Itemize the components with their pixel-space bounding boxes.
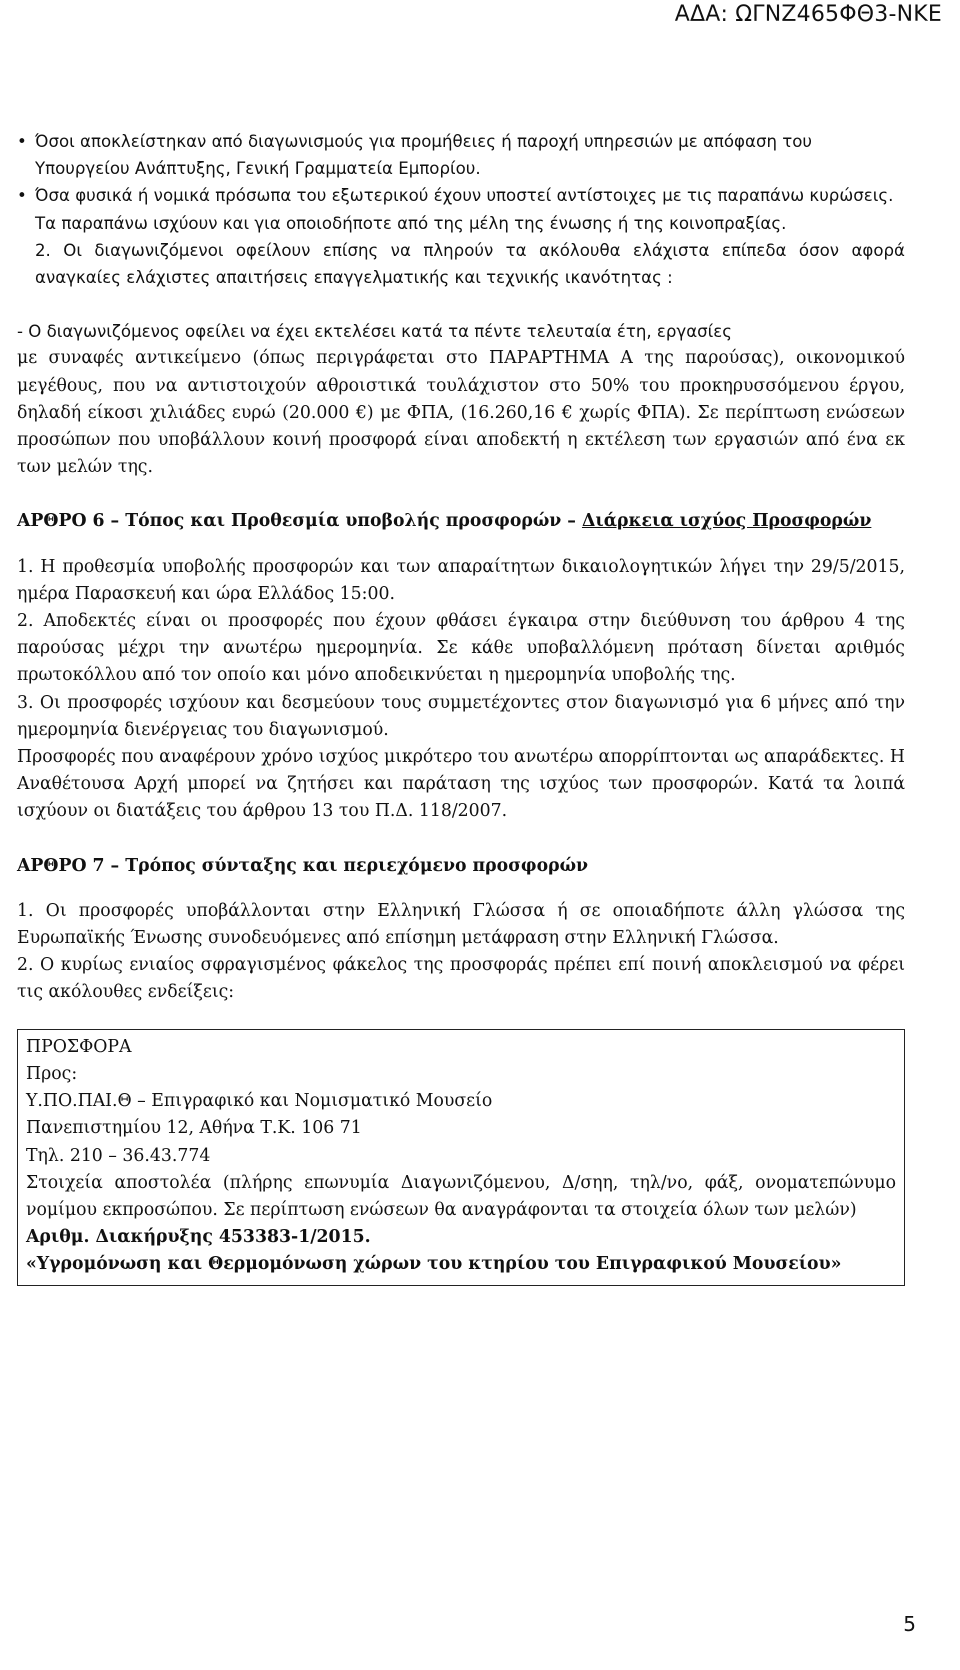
page-number: 5: [903, 1612, 916, 1636]
article6-paragraph-2: 2. Αποδεκτές είναι οι προσφορές που έχουν φθάσει έγκαιρα στην διεύθυνση του άρθρου 4 της παρούσας μέχρι την ανωτέρω ημερομηνία. Σε κάθε υποβαλλόμενη πρόταση δίνεται αριθμός πρωτοκόλλου από τον οποίο και μόνο αποδεικνύεται η ημερομηνία υποβολής της.: [17, 611, 905, 686]
envelope-box: [17, 1029, 905, 1286]
article6-paragraph-4: Προσφορές που αναφέρουν χρόνο ισχύος μικρότερο του ανωτέρω απορρίπτονται ως απαράδεκτες. Η Αναθέτουσα Αρχή μπορεί να ζητήσει και παράταση της ισχύος των προσφορών. Κατά τα λοιπά ισχύουν οι διατάξεις του άρθρου 13 του Π.Δ. 118/2007.: [17, 747, 905, 822]
envelope-line: Αριθμ. Διακήρυξης 453383-1/2015.: [26, 1227, 371, 1248]
envelope-line: Πανεπιστημίου 12, Αθήνα Τ.Κ. 106 71: [26, 1118, 362, 1139]
envelope-line: Προς:: [26, 1063, 78, 1084]
envelope-line: ΠΡΟΣΦΟΡΑ: [26, 1036, 132, 1057]
item2-detail: με συναφές αντικείμενο (όπως περιγράφεται στο ΠΑΡΑΡΤΗΜΑ Α της παρούσας), οικονομικού μεγέθους, που να αντιστοιχούν αθροιστικά τουλάχιστον στο 50% του προκηρυσσόμενου έργου, δηλαδή είκοσι χιλιάδες ευρώ (20.000 €) με ΦΠΑ, (16.260,16 € χωρίς ΦΠΑ). Σε περίπτωση ενώσεων προσώπων που υποβάλλουν κοινή προσφορά είναι αποδεκτή η εκτέλεση των εργασιών από ένα εκ των μελών της.: [17, 348, 905, 478]
exclusion-list: [17, 128, 905, 291]
envelope-line: Τηλ. 210 – 36.43.774: [26, 1145, 211, 1166]
list-item: • Όσοι αποκλείστηκαν από διαγωνισμούς για προμήθειες ή παροχή υπηρεσιών με απόφαση του Υπουργείου Ανάπτυξης, Γενική Γραμματεία Εμπορίου.: [17, 128, 905, 182]
article6-paragraph-3: 3. Οι προσφορές ισχύουν και δεσμεύουν τους συμμετέχοντες στον διαγωνισμό για 6 μήνες από την ημερομηνία διενέργειας του διαγωνισμού.: [17, 692, 905, 740]
item2-detail-first-line: - Ο διαγωνιζόμενος οφείλει να έχει εκτελέσει κατά τα πέντε τελευταία έτη, εργασίες: [17, 322, 732, 342]
article6-title: ΑΡΘΡΟ 6 – Τόπος και Προθεσμία υποβολής προσφορών – Διάρκεια ισχύος Προσφορών: [17, 511, 872, 532]
envelope-line: «Υγρομόνωση και Θερμομόνωση χώρων του κτηρίου του Επιγραφικού Μουσείου»: [26, 1254, 842, 1275]
article7-paragraph-1: 1. Οι προσφορές υποβάλλονται στην Ελληνική Γλώσσα ή σε οποιαδήποτε άλλη γλώσσα της Ευρωπαϊκής Ένωσης συνοδευόμενες από επίσημη μετάφραση στην Ελληνική Γλώσσα.: [17, 900, 905, 949]
envelope-line: Υ.ΠΟ.ΠΑΙ.Θ – Επιγραφικό και Νομισματικό Μουσείο: [26, 1091, 493, 1112]
bullet-icon: •: [17, 186, 27, 206]
ada-code: ΑΔΑ: ΩΓΝΖ465ΦΘ3-ΝΚΕ: [674, 2, 942, 27]
bullet-icon: •: [17, 132, 27, 151]
envelope-line: Στοιχεία αποστολέα (πλήρης επωνυμία Διαγωνιζόμενου, Δ/σηη, τηλ/νο, φάξ, ονοματεπώνυμο νομίμου εκπροσώπου. Σε περίπτωση ενώσεων θα αναγράφονται τα στοιχεία όλων των μελών): [26, 1172, 896, 1220]
list-item: • Όσα φυσικά ή νομικά πρόσωπα του εξωτερικού έχουν υποστεί αντίστοιχες με τις παραπάνω κυρώσεις.: [17, 182, 905, 209]
article7-title: ΑΡΘΡΟ 7 – Τρόπος σύνταξης και περιεχόμενο προσφορών: [17, 855, 589, 876]
article6-paragraph-1: 1. Η προθεσμία υποβολής προσφορών και των απαραίτητων δικαιολογητικών λήγει την 29/5/2015, ημέρα Παρασκευή και ώρα Ελλάδος 15:00.: [17, 556, 905, 604]
union-note: Τα παραπάνω ισχύουν και για οποιοδήποτε από της μέλη της ένωσης ή της κοινοπραξίας.: [35, 213, 787, 233]
article7-paragraph-2: 2. Ο κυρίως ενιαίος σφραγισμένος φάκελος της προσφοράς πρέπει επί ποινή αποκλεισμού να φέρει τις ακόλουθες ενδείξεις:: [17, 955, 905, 1003]
item2-intro: 2. Οι διαγωνιζόμενοι οφείλουν επίσης να πληρούν τα ακόλουθα ελάχιστα επίπεδα όσον αφορά αναγκαίες ελάχιστες απαιτήσεις επαγγελματικής και τεχνικής ικανότητας :: [35, 240, 905, 288]
document-body: [17, 128, 905, 1286]
